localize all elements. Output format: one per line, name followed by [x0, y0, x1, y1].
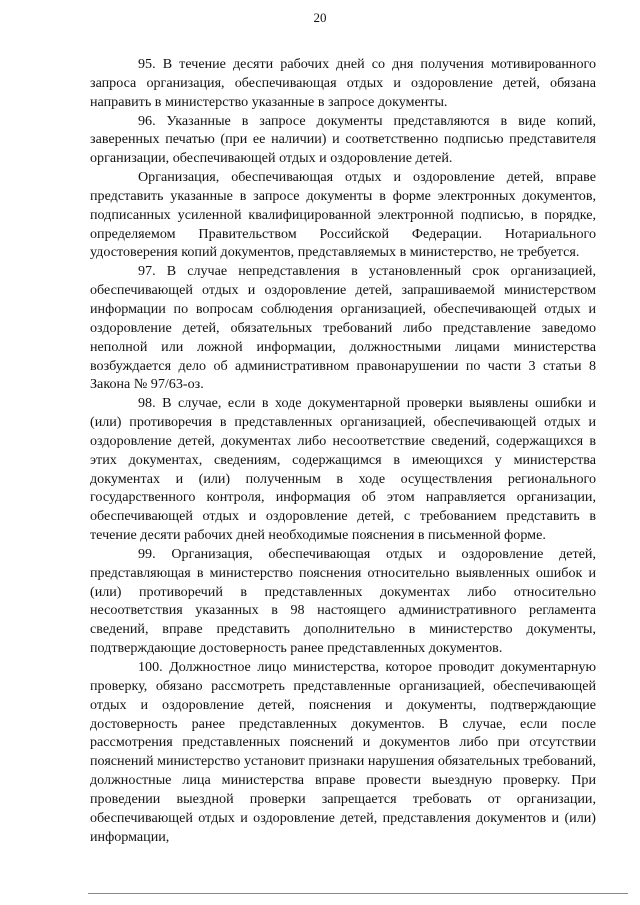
paragraph-95: 95. В течение десяти рабочих дней со дня получения мотивированного запроса организация, обеспечивающая отдых и оздоровление детей, обязана направить в министерство указанные в запросе документы.	[90, 56, 596, 110]
paragraph-electronic-documents: Организация, обеспечивающая отдых и оздоровление детей, вправе представить указанные в запросе документы в форме электронных документов, подписанных усиленной квалифицированной электронной подписью, в порядке, определяемом Правительством Российской Федерации. Нотариального удостоверения копий документов, представляемых в министерство, не требуется.	[90, 169, 596, 261]
page-number: 20	[313, 10, 327, 25]
paragraph-96: 96. Указанные в запросе документы представляются в виде копий, заверенных печатью (при ее наличии) и соответственно подписью представителя организации, обеспечивающей отдых и оздоровление детей.	[90, 112, 596, 167]
bottom-edge-line	[88, 893, 628, 894]
paragraph-98: 98. В случае, если в ходе документарной проверки выявлены ошибки и (или) противоречия в представленных организацией, обеспечивающей отдых и оздоровление детей, документах либо несоответствие сведений, содержащихся в этих документах, сведениям, содержащимся в имеющихся у министерства документах и (или) полученным в ходе осуществления регионального государственного контроля, информация об этом направляется организации, обеспечивающей отдых и оздоровление детей, с требованием представить в течение десяти рабочих дней необходимые пояснения в письменной форме.	[90, 395, 596, 544]
document-body	[90, 55, 596, 846]
paragraph-97: 97. В случае непредставления в установленный срок организацией, обеспечивающей отдых и оздоровление детей, запрашиваемой министерством информации по вопросам соблюдения организацией, обеспечивающей отдых и оздоровление детей, обязательных требований либо представление заведомо неполной или ложной информации, должностными лицами министерства возбуждается дело об административном правонарушении по части 3 статьи 8 Закона № 97/63-оз.	[90, 263, 596, 393]
paragraph-99: 99. Организация, обеспечивающая отдых и оздоровление детей, представляющая в министерство пояснения относительно выявленных ошибок и (или) противоречий в представленных документах либо относительно несоответствия указанных в 98 настоящего административного регламента сведений, вправе представить дополнительно в министерство документы, подтверждающие достоверность ранее представленных документов.	[90, 545, 596, 657]
paragraph-100: 100. Должностное лицо министерства, которое проводит документарную проверку, обязано рассмотреть представленные организацией, обеспечивающей отдых и оздоровление детей, пояснения и документы, подтверждающие достоверность ранее представленных документов. В случае, если после рассмотрения представленных пояснений и документов либо при отсутствии пояснений министерство установит признаки нарушения обязательных требований, должностные лица министерства вправе провести выездную проверку. При проведении выездной проверки запрещается требовать от организации, обеспечивающей отдых и оздоровление детей, представления документов и (или) информации,	[90, 659, 596, 845]
